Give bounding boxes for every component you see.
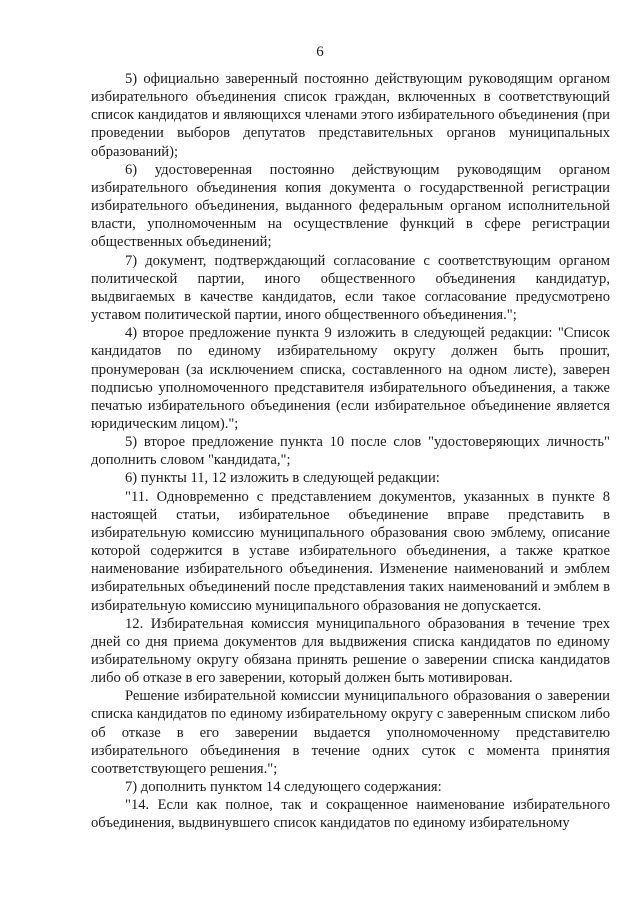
paragraph-amendment-5: 5) второе предложение пункта 10 после слов "удостоверяющих личность" дополнить словом "кандидата,";: [91, 434, 610, 469]
paragraph-point-14: "14. Если как полное, так и сокращенное наименование избирательного объединения, выдвинувшего список кандидатов по единому избирательному: [91, 797, 610, 832]
page-number: 6: [316, 44, 324, 60]
paragraph-amendment-7: 7) дополнить пунктом 14 следующего содержания:: [125, 779, 442, 796]
paragraph-item-7: 7) документ, подтверждающий согласование с соответствующим органом политической партии, иного общественного объединения кандидатур, выдвигаемых в качестве кандидатов, если такое согласование предусмотрено уставом политической партии, иного общественного объединения.";: [91, 252, 610, 324]
paragraph-amendment-4: 4) второе предложение пункта 9 изложить в следующей редакции: "Список кандидатов по единому избирательному округу должен быть прошит, пронумерован (за исключением списка, составленного на одном листе), заверен подписью уполномоченного представителя избирательного объединения, а также печатью избирательного объединения (если избирательное объединение является юридическим лицом).";: [91, 325, 610, 432]
paragraph-point-12: 12. Избирательная комиссия муниципального образования в течение трех дней со дня приема документов для выдвижения списка кандидатов по единому избирательному округу обязана принять решение о заверении списка кандидатов либо об отказе в его заверении, который должен быть мотивирован.: [91, 615, 610, 687]
document-body: [91, 70, 610, 833]
paragraph-item-6: 6) удостоверенная постоянно действующим руководящим органом избирательного объединения копия документа о государственной регистрации избирательного объединения, выданного федеральным органом исполнительной власти, уполномоченным на осуществление функций в сфере регистрации общественных объединений;: [91, 161, 610, 251]
paragraph-decision: Решение избирательной комиссии муниципального образования о заверении списка кандидатов по единому избирательному округу с заверенным списком либо об отказе в его заверении выдается уполномоченному представителю избирательного объединения в течение одних суток с момента принятия соответствующего решения.";: [91, 688, 610, 777]
paragraph-point-11: "11. Одновременно с представлением документов, указанных в пункте 8 настоящей статьи, избирательное объединение вправе представить в избирательную комиссию муниципального образования свою эмблему, описание которой содержится в уставе избирательного объединения, а также краткое наименование избирательного объединения. Изменение наименований и эмблем избирательных объединений после представления таких наименований и эмблем в избирательную комиссию муниципального образования не допускается.: [91, 488, 610, 614]
paragraph-amendment-6: 6) пункты 11, 12 изложить в следующей редакции:: [125, 470, 440, 487]
paragraph-item-5: 5) официально заверенный постоянно действующим руководящим органом избирательного объединения список граждан, включенных в соответствующий список кандидатов и являющихся членами этого избирательного объединения (при проведении выборов депутатов представительных органов муниципальных образований);: [91, 71, 610, 160]
